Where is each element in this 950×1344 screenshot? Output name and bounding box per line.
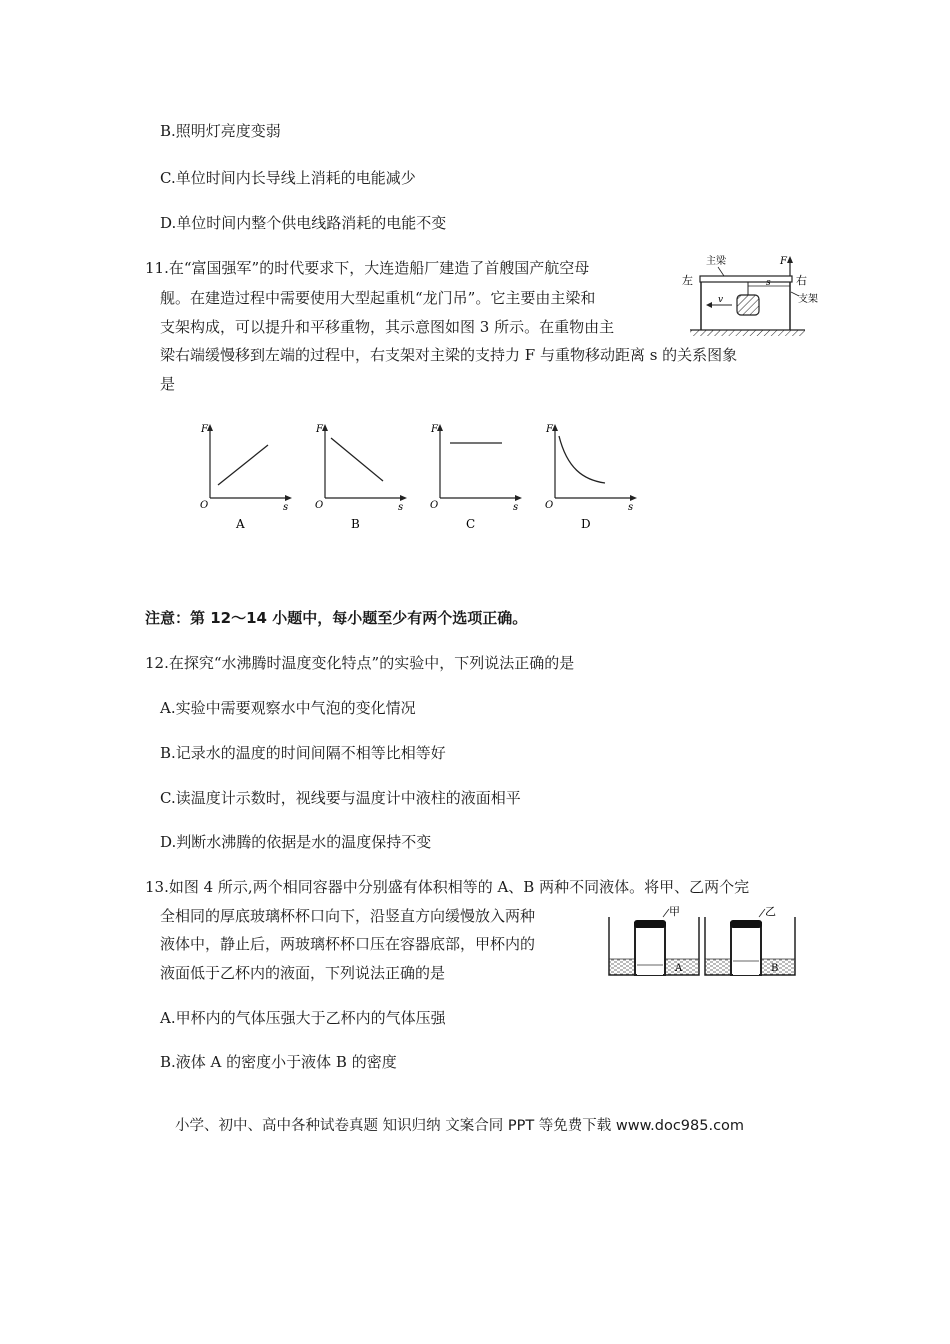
- label-right: 右: [796, 274, 807, 287]
- q11-stem-line-1: 11.在“富国强军”的时代要求下，大连造船厂建造了首艘国产航空母: [145, 259, 590, 277]
- q11-stem-line-4: 梁右端缓慢移到左端的过程中，右支架对主梁的支持力 F 与重物移动距离 s 的关系图象: [160, 346, 738, 364]
- graph-b-origin-label: O: [315, 500, 324, 511]
- figure-4-containers: [605, 903, 805, 983]
- q13-stem-line-4: 液面低于乙杯内的液面，下列说法正确的是: [160, 964, 446, 982]
- q12-stem: 12.在探究“水沸腾时温度变化特点”的实验中，下列说法正确的是: [145, 654, 575, 672]
- q12-option-b: B.记录水的温度的时间间隔不相等比相等好: [160, 744, 446, 762]
- q11-stem-line-3: 支架构成，可以提升和平移重物，其示意图如图 3 所示。在重物由主: [160, 318, 615, 336]
- label-jia: 甲: [669, 905, 680, 918]
- q11-stem-line-2: 舰。在建造过程中需要使用大型起重机“龙门吊”。它主要由主梁和: [160, 289, 596, 307]
- label-main-beam: 主梁: [706, 256, 726, 267]
- ground-hatching: [690, 330, 805, 336]
- label-liquid-b: B: [771, 963, 779, 974]
- figure-3-gantry-crane: [680, 250, 830, 340]
- graph-d-curve: [559, 436, 605, 483]
- main-beam: [700, 276, 792, 282]
- q12-option-c: C.读温度计示数时，视线要与温度计中液柱的液面相平: [160, 789, 521, 807]
- load-weight: [737, 295, 759, 315]
- graph-b-y-label: F: [316, 424, 323, 435]
- graph-d-letter: D: [581, 517, 591, 531]
- container-a: [609, 905, 699, 975]
- label-liquid-a: A: [675, 963, 683, 974]
- graph-a-letter: A: [236, 517, 245, 531]
- graph-c-letter: C: [466, 517, 476, 531]
- glass-yi-thick-bottom: [730, 920, 762, 928]
- q13-stem-line-1: 13.如图 4 所示,两个相同容器中分别盛有体积相等的 A、B 两种不同液体。将甲、乙两个完: [145, 878, 750, 896]
- glass-jia-thick-bottom: [634, 920, 666, 928]
- q10-option-c: C.单位时间内长导线上消耗的电能减少: [160, 169, 416, 187]
- graph-c-x-arrow: [515, 495, 522, 501]
- multi-answer-notice: 注意：第 12～14 小题中，每小题至少有两个选项正确。: [145, 609, 528, 627]
- label-s: s: [766, 278, 771, 288]
- q10-option-b: B.照明灯亮度变弱: [160, 122, 281, 140]
- graph-a-x-arrow: [285, 495, 292, 501]
- graph-a-curve: [218, 445, 268, 485]
- graph-d-x-label: s: [628, 502, 634, 513]
- q13-stem-line-2: 全相同的厚底玻璃杯杯口向下，沿竖直方向缓慢放入两种: [160, 907, 536, 925]
- graph-b-x-arrow: [400, 495, 407, 501]
- label-left: 左: [682, 274, 693, 287]
- footer-promo: 小学、初中、高中各种试卷真题 知识归纳 文案合同 PPT 等免费下载 www.doc985.com: [175, 1118, 745, 1134]
- graph-a-y-label: F: [201, 424, 208, 435]
- container-b: [705, 905, 795, 975]
- graph-b-x-label: s: [398, 502, 404, 513]
- graph-a-origin-label: O: [200, 500, 209, 511]
- graph-c-origin-label: O: [430, 500, 439, 511]
- graph-c-x-label: s: [513, 502, 519, 513]
- q11-stem-line-5: 是: [160, 375, 176, 393]
- label-v: v: [718, 295, 724, 305]
- q13-option-b: B.液体 A 的密度小于液体 B 的密度: [160, 1053, 397, 1071]
- velocity-arrow-head: [706, 302, 712, 308]
- graph-b-curve: [331, 438, 383, 481]
- graph-d-x-arrow: [630, 495, 637, 501]
- graph-a-x-label: s: [283, 502, 289, 513]
- q12-option-a: A.实验中需要观察水中气泡的变化情况: [160, 699, 416, 717]
- q10-option-d: D.单位时间内整个供电线路消耗的电能不变: [160, 214, 447, 232]
- label-support: 支架: [798, 294, 818, 305]
- graph-d-origin-label: O: [545, 500, 554, 511]
- graph-b-letter: B: [351, 517, 360, 531]
- q13-option-a: A.甲杯内的气体压强大于乙杯内的气体压强: [160, 1009, 446, 1027]
- graph-options: [195, 420, 665, 535]
- q12-option-d: D.判断水沸腾的依据是水的温度保持不变: [160, 833, 432, 851]
- graphs-svg: [195, 420, 665, 535]
- q13-stem-line-3: 液体中，静止后，两玻璃杯杯口压在容器底部，甲杯内的: [160, 935, 536, 953]
- graph-d-y-label: F: [546, 424, 553, 435]
- graph-c-y-label: F: [431, 424, 438, 435]
- label-yi: 乙: [765, 905, 776, 918]
- force-arrow-head: [787, 256, 793, 263]
- label-F: F: [780, 256, 787, 267]
